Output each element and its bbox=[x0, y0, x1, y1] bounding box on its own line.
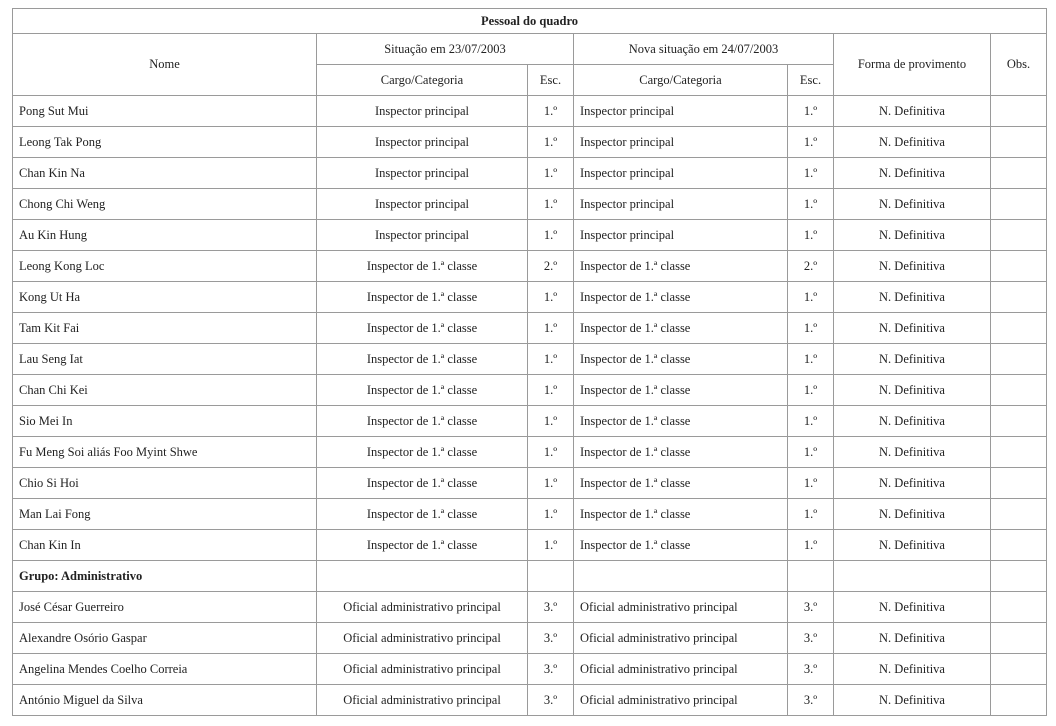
cargo-old-cell: Inspector de 1.ª classe bbox=[317, 375, 528, 406]
table-row bbox=[13, 654, 1047, 685]
obs-cell bbox=[991, 592, 1047, 623]
esc-new-cell: 1.º bbox=[788, 437, 834, 468]
esc-old-cell: 1.º bbox=[528, 406, 574, 437]
esc-new-cell: 2.º bbox=[788, 251, 834, 282]
table-row bbox=[13, 282, 1047, 313]
esc-new-cell: 1.º bbox=[788, 313, 834, 344]
forma-cell: N. Definitiva bbox=[834, 158, 991, 189]
empty-cell bbox=[788, 561, 834, 592]
table-row bbox=[13, 344, 1047, 375]
forma-cell: N. Definitiva bbox=[834, 189, 991, 220]
esc-old-cell: 1.º bbox=[528, 375, 574, 406]
cargo-old-cell: Inspector de 1.ª classe bbox=[317, 282, 528, 313]
esc-old-cell: 3.º bbox=[528, 654, 574, 685]
esc-new-cell: 1.º bbox=[788, 406, 834, 437]
table-row bbox=[13, 158, 1047, 189]
esc-old-cell: 1.º bbox=[528, 313, 574, 344]
table-row bbox=[13, 685, 1047, 716]
name-cell: Au Kin Hung bbox=[13, 220, 317, 251]
obs-cell bbox=[991, 685, 1047, 716]
esc-old-cell: 1.º bbox=[528, 344, 574, 375]
esc-old-cell: 1.º bbox=[528, 499, 574, 530]
table-title: Pessoal do quadro bbox=[13, 9, 1047, 34]
forma-cell: N. Definitiva bbox=[834, 654, 991, 685]
cargo-old-cell: Oficial administrativo principal bbox=[317, 592, 528, 623]
forma-cell: N. Definitiva bbox=[834, 251, 991, 282]
cargo-new-cell: Inspector de 1.ª classe bbox=[574, 468, 788, 499]
cargo-new-cell: Inspector de 1.ª classe bbox=[574, 313, 788, 344]
name-cell: Leong Tak Pong bbox=[13, 127, 317, 158]
esc-new-cell: 1.º bbox=[788, 282, 834, 313]
cargo-old-cell: Oficial administrativo principal bbox=[317, 654, 528, 685]
table-row bbox=[13, 251, 1047, 282]
table-row bbox=[13, 406, 1047, 437]
name-cell: Chan Kin In bbox=[13, 530, 317, 561]
cargo-new-cell: Oficial administrativo principal bbox=[574, 592, 788, 623]
header-obs: Obs. bbox=[991, 34, 1047, 96]
obs-cell bbox=[991, 344, 1047, 375]
esc-new-cell: 1.º bbox=[788, 468, 834, 499]
cargo-new-cell: Inspector de 1.ª classe bbox=[574, 375, 788, 406]
header-forma: Forma de provimento bbox=[834, 34, 991, 96]
cargo-old-cell: Inspector principal bbox=[317, 96, 528, 127]
cargo-new-cell: Oficial administrativo principal bbox=[574, 654, 788, 685]
header-nome: Nome bbox=[13, 34, 317, 96]
cargo-old-cell: Inspector de 1.ª classe bbox=[317, 437, 528, 468]
obs-cell bbox=[991, 499, 1047, 530]
header-cargo-new: Cargo/Categoria bbox=[574, 65, 788, 96]
esc-new-cell: 1.º bbox=[788, 158, 834, 189]
cargo-new-cell: Inspector de 1.ª classe bbox=[574, 437, 788, 468]
table-row bbox=[13, 220, 1047, 251]
header-cargo-old: Cargo/Categoria bbox=[317, 65, 528, 96]
empty-cell bbox=[317, 561, 528, 592]
forma-cell: N. Definitiva bbox=[834, 282, 991, 313]
esc-old-cell: 2.º bbox=[528, 251, 574, 282]
obs-cell bbox=[991, 406, 1047, 437]
header-situacao-actual: Situação em 23/07/2003 bbox=[317, 34, 574, 65]
name-cell: Lau Seng Iat bbox=[13, 344, 317, 375]
esc-new-cell: 1.º bbox=[788, 96, 834, 127]
cargo-new-cell: Oficial administrativo principal bbox=[574, 623, 788, 654]
forma-cell: N. Definitiva bbox=[834, 592, 991, 623]
cargo-new-cell: Inspector principal bbox=[574, 189, 788, 220]
cargo-new-cell: Inspector de 1.ª classe bbox=[574, 530, 788, 561]
empty-cell bbox=[991, 561, 1047, 592]
header-nova-situacao: Nova situação em 24/07/2003 bbox=[574, 34, 834, 65]
cargo-new-cell: Inspector de 1.ª classe bbox=[574, 282, 788, 313]
esc-old-cell: 1.º bbox=[528, 437, 574, 468]
obs-cell bbox=[991, 189, 1047, 220]
name-cell: Man Lai Fong bbox=[13, 499, 317, 530]
esc-old-cell: 3.º bbox=[528, 623, 574, 654]
esc-new-cell: 3.º bbox=[788, 592, 834, 623]
obs-cell bbox=[991, 282, 1047, 313]
obs-cell bbox=[991, 437, 1047, 468]
name-cell: Leong Kong Loc bbox=[13, 251, 317, 282]
name-cell: Chan Kin Na bbox=[13, 158, 317, 189]
obs-cell bbox=[991, 530, 1047, 561]
forma-cell: N. Definitiva bbox=[834, 96, 991, 127]
name-cell: Alexandre Osório Gaspar bbox=[13, 623, 317, 654]
name-cell: Chan Chi Kei bbox=[13, 375, 317, 406]
esc-new-cell: 1.º bbox=[788, 499, 834, 530]
cargo-old-cell: Inspector principal bbox=[317, 189, 528, 220]
cargo-new-cell: Inspector principal bbox=[574, 127, 788, 158]
forma-cell: N. Definitiva bbox=[834, 220, 991, 251]
cargo-new-cell: Oficial administrativo principal bbox=[574, 685, 788, 716]
empty-cell bbox=[574, 561, 788, 592]
cargo-new-cell: Inspector principal bbox=[574, 96, 788, 127]
esc-new-cell: 1.º bbox=[788, 530, 834, 561]
esc-new-cell: 3.º bbox=[788, 623, 834, 654]
table-row bbox=[13, 313, 1047, 344]
esc-new-cell: 1.º bbox=[788, 375, 834, 406]
empty-cell bbox=[528, 561, 574, 592]
group-label: Grupo: Administrativo bbox=[13, 561, 317, 592]
name-cell: Tam Kit Fai bbox=[13, 313, 317, 344]
esc-old-cell: 1.º bbox=[528, 468, 574, 499]
esc-old-cell: 1.º bbox=[528, 158, 574, 189]
esc-new-cell: 3.º bbox=[788, 685, 834, 716]
table-row bbox=[13, 375, 1047, 406]
obs-cell bbox=[991, 158, 1047, 189]
esc-old-cell: 3.º bbox=[528, 685, 574, 716]
esc-new-cell: 1.º bbox=[788, 220, 834, 251]
table-row bbox=[13, 96, 1047, 127]
forma-cell: N. Definitiva bbox=[834, 344, 991, 375]
obs-cell bbox=[991, 623, 1047, 654]
header-esc-new: Esc. bbox=[788, 65, 834, 96]
esc-new-cell: 1.º bbox=[788, 127, 834, 158]
cargo-new-cell: Inspector de 1.ª classe bbox=[574, 499, 788, 530]
forma-cell: N. Definitiva bbox=[834, 623, 991, 654]
cargo-old-cell: Oficial administrativo principal bbox=[317, 685, 528, 716]
cargo-old-cell: Oficial administrativo principal bbox=[317, 623, 528, 654]
obs-cell bbox=[991, 313, 1047, 344]
table-row bbox=[13, 437, 1047, 468]
header-esc-old: Esc. bbox=[528, 65, 574, 96]
table-row bbox=[13, 592, 1047, 623]
name-cell: Chong Chi Weng bbox=[13, 189, 317, 220]
group-row bbox=[13, 561, 1047, 592]
cargo-new-cell: Inspector principal bbox=[574, 158, 788, 189]
cargo-old-cell: Inspector de 1.ª classe bbox=[317, 344, 528, 375]
cargo-new-cell: Inspector de 1.ª classe bbox=[574, 251, 788, 282]
esc-old-cell: 1.º bbox=[528, 127, 574, 158]
cargo-old-cell: Inspector de 1.ª classe bbox=[317, 468, 528, 499]
obs-cell bbox=[991, 251, 1047, 282]
cargo-old-cell: Inspector de 1.ª classe bbox=[317, 406, 528, 437]
forma-cell: N. Definitiva bbox=[834, 313, 991, 344]
cargo-old-cell: Inspector de 1.ª classe bbox=[317, 313, 528, 344]
esc-old-cell: 1.º bbox=[528, 530, 574, 561]
cargo-new-cell: Inspector principal bbox=[574, 220, 788, 251]
name-cell: Kong Ut Ha bbox=[13, 282, 317, 313]
cargo-old-cell: Inspector principal bbox=[317, 220, 528, 251]
table-row bbox=[13, 127, 1047, 158]
forma-cell: N. Definitiva bbox=[834, 406, 991, 437]
forma-cell: N. Definitiva bbox=[834, 685, 991, 716]
forma-cell: N. Definitiva bbox=[834, 468, 991, 499]
obs-cell bbox=[991, 220, 1047, 251]
name-cell: Sio Mei In bbox=[13, 406, 317, 437]
obs-cell bbox=[991, 127, 1047, 158]
obs-cell bbox=[991, 468, 1047, 499]
esc-new-cell: 1.º bbox=[788, 189, 834, 220]
obs-cell bbox=[991, 654, 1047, 685]
name-cell: Fu Meng Soi aliás Foo Myint Shwe bbox=[13, 437, 317, 468]
empty-cell bbox=[834, 561, 991, 592]
name-cell: Chio Si Hoi bbox=[13, 468, 317, 499]
esc-old-cell: 1.º bbox=[528, 282, 574, 313]
esc-old-cell: 3.º bbox=[528, 592, 574, 623]
name-cell: José César Guerreiro bbox=[13, 592, 317, 623]
esc-old-cell: 1.º bbox=[528, 96, 574, 127]
table-row bbox=[13, 468, 1047, 499]
cargo-old-cell: Inspector principal bbox=[317, 127, 528, 158]
forma-cell: N. Definitiva bbox=[834, 499, 991, 530]
esc-old-cell: 1.º bbox=[528, 189, 574, 220]
forma-cell: N. Definitiva bbox=[834, 375, 991, 406]
name-cell: António Miguel da Silva bbox=[13, 685, 317, 716]
cargo-new-cell: Inspector de 1.ª classe bbox=[574, 406, 788, 437]
cargo-old-cell: Inspector principal bbox=[317, 158, 528, 189]
cargo-old-cell: Inspector de 1.ª classe bbox=[317, 251, 528, 282]
esc-new-cell: 3.º bbox=[788, 654, 834, 685]
table-row bbox=[13, 189, 1047, 220]
table-row bbox=[13, 499, 1047, 530]
cargo-new-cell: Inspector de 1.ª classe bbox=[574, 344, 788, 375]
name-cell: Pong Sut Mui bbox=[13, 96, 317, 127]
table-row bbox=[13, 623, 1047, 654]
name-cell: Angelina Mendes Coelho Correia bbox=[13, 654, 317, 685]
cargo-old-cell: Inspector de 1.ª classe bbox=[317, 499, 528, 530]
staff-table bbox=[12, 8, 1047, 716]
cargo-old-cell: Inspector de 1.ª classe bbox=[317, 530, 528, 561]
table-row bbox=[13, 530, 1047, 561]
table-body bbox=[13, 96, 1047, 716]
forma-cell: N. Definitiva bbox=[834, 530, 991, 561]
esc-old-cell: 1.º bbox=[528, 220, 574, 251]
forma-cell: N. Definitiva bbox=[834, 437, 991, 468]
obs-cell bbox=[991, 375, 1047, 406]
obs-cell bbox=[991, 96, 1047, 127]
esc-new-cell: 1.º bbox=[788, 344, 834, 375]
forma-cell: N. Definitiva bbox=[834, 127, 991, 158]
